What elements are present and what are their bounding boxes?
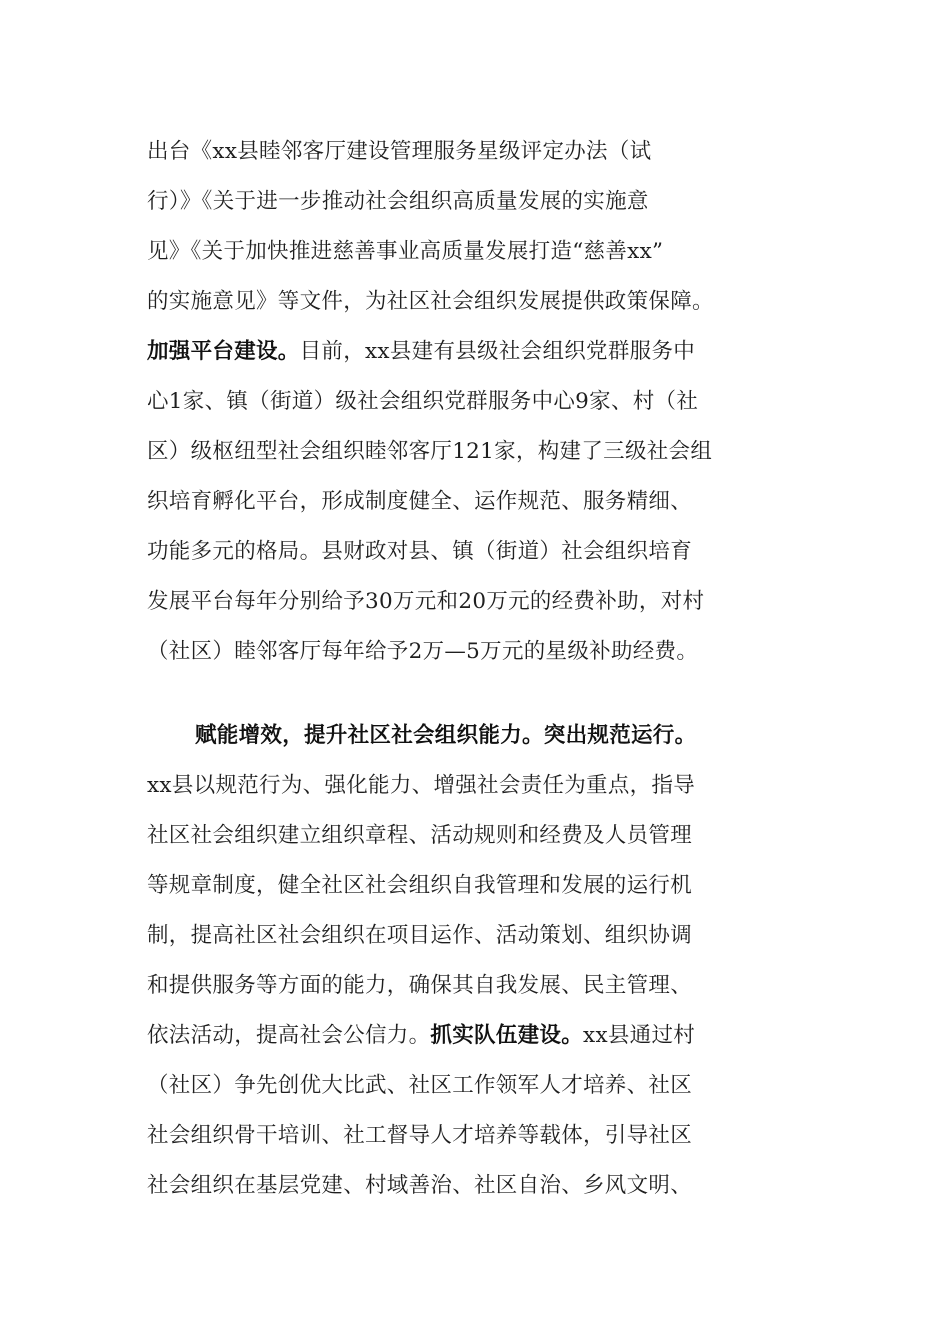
paragraph-line xyxy=(147,966,817,1006)
text-run: 依法活动，提高社会公信力。 xyxy=(147,1023,431,1048)
paragraph-line xyxy=(147,382,817,422)
paragraph-line xyxy=(147,632,817,672)
text-run: 心1家、镇（街道）级社会组织党群服务中心9家、村（社 xyxy=(147,389,699,414)
text-run: 等规章制度，健全社区社会组织自我管理和发展的运行机 xyxy=(147,873,693,898)
text-run: xx县通过村 xyxy=(583,1023,696,1048)
text-run: 和提供服务等方面的能力，确保其自我发展、民主管理、 xyxy=(147,973,693,998)
text-run: 的实施意见》等文件，为社区社会组织发展提供政策保障。 xyxy=(147,289,714,314)
paragraph-line xyxy=(195,716,865,756)
text-run: xx县以规范行为、强化能力、增强社会责任为重点，指导 xyxy=(147,773,696,798)
text-run: （社区）争先创优大比武、社区工作领军人才培养、社区 xyxy=(147,1073,693,1098)
paragraph-line xyxy=(147,182,817,222)
text-run: 发展平台每年分别给予30万元和20万元的经费补助，对村 xyxy=(147,589,705,614)
text-run: 行）》《关于进一步推动社会组织高质量发展的实施意 xyxy=(147,189,649,214)
paragraph-line xyxy=(147,816,817,856)
paragraph-line xyxy=(147,232,817,272)
text-run: 见》《关于加快推进慈善事业高质量发展打造“慈善xx” xyxy=(147,239,664,264)
paragraph-line xyxy=(147,1116,817,1156)
text-run: 社会组织在基层党建、村域善治、社区自治、乡风文明、 xyxy=(147,1173,693,1198)
text-run: （社区）睦邻客厅每年给予2万—5万元的星级补助经费。 xyxy=(147,639,699,664)
paragraph-line xyxy=(147,1016,817,1056)
paragraph-line xyxy=(147,432,817,472)
paragraph-line xyxy=(147,582,817,622)
paragraph-line xyxy=(147,1166,817,1206)
text-run: 社区社会组织建立组织章程、活动规则和经费及人员管理 xyxy=(147,823,693,848)
text-run: 制，提高社区社会组织在项目运作、活动策划、组织协调 xyxy=(147,923,693,948)
paragraph-line xyxy=(147,282,817,322)
paragraph-line xyxy=(147,1066,817,1106)
paragraph-line xyxy=(147,766,817,806)
text-run: 功能多元的格局。县财政对县、镇（街道）社会组织培育 xyxy=(147,539,693,564)
paragraph-line xyxy=(147,132,817,172)
bold-heading: 加强平台建设。 xyxy=(147,339,300,364)
bold-heading: 赋能增效，提升社区社会组织能力。突出规范运行。 xyxy=(195,723,697,748)
text-run: 社会组织骨干培训、社工督导人才培养等载体，引导社区 xyxy=(147,1123,693,1148)
paragraph-line xyxy=(147,482,817,522)
text-run: 出台《xx县睦邻客厅建设管理服务星级评定办法（试 xyxy=(147,139,652,164)
text-run: 织培育孵化平台，形成制度健全、运作规范、服务精细、 xyxy=(147,489,693,514)
paragraph-line xyxy=(147,532,817,572)
bold-heading: 抓实队伍建设。 xyxy=(430,1023,584,1048)
paragraph-line xyxy=(147,866,817,906)
text-run: 区）级枢纽型社会组织睦邻客厅121家，构建了三级社会组 xyxy=(147,439,713,464)
text-run: 目前，xx县建有县级社会组织党群服务中 xyxy=(299,339,696,364)
paragraph-line xyxy=(147,332,817,372)
paragraph-line xyxy=(147,916,817,956)
